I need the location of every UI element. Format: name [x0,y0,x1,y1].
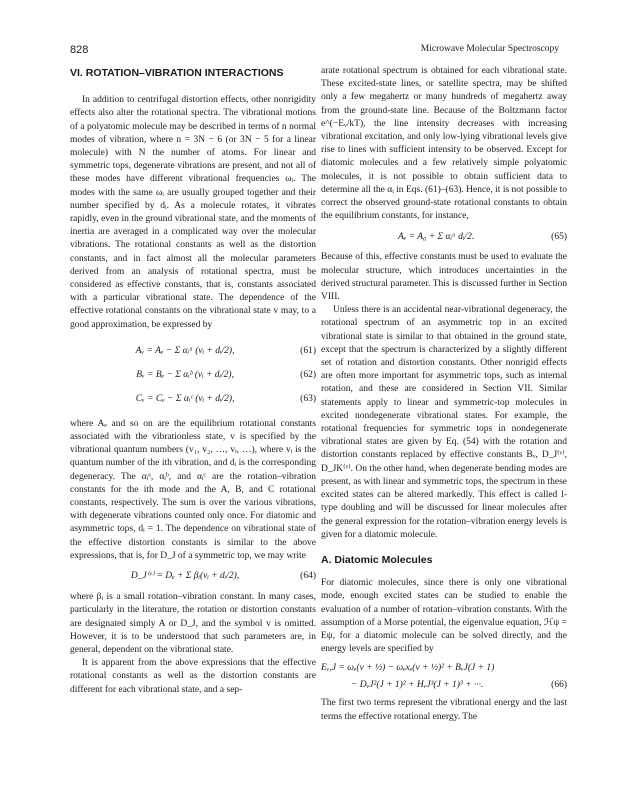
right-column [321,65,567,724]
equation-66-line-1 [321,660,567,676]
equation-body: Aₑ = A₀ + Σ αᵢᵃ dᵢ/2. [397,231,475,242]
equation-64 [70,566,316,588]
paragraph: where βᵢ is a small rotation–vibration constant. In many cases, particularly in the literature, the rotation or distortion constants are designated simply A or D_J, and the symbol v is omitted. However, it is to be understood that such parameters are, in general, dependent on the vibrational state. [70,592,316,655]
paragraph: where Aₑ and so on are the equilibrium rotational constants associated with the vibrationless state, v is specified by the vibrational quantum numbers (v₁, v₂, …, vᵢ, …), where vᵢ is the quantum number of the ith vibration, and dᵢ is the corresponding degeneracy. The αᵢᵃ, αᵢᵇ, and αᵢᶜ are the rotation–vibration constants for the ith mode and the A, B, and C rotational constants, respectively. The sum is over the various vibrations, with degenerate vibrations counted only once. For diatomic and asymmetric tops, dᵢ = 1. The dependence on vibrational state of the effective distortion constants is similar to the above expressions, that is, for D_J of a symmetric top, we may write [70,418,316,561]
running-head: Microwave Molecular Spectroscopy [420,44,559,54]
paragraph: arate rotational spectrum is obtained for each vibrational state. These excited-state lines, or satellite spectra, may be shifted only a few megahertz or many hundreds of megahertz away from the ground-state line. Because of the Boltzmann factor e^(−Eᵥ/kT), the line intensity decreases with increasing vibrational excitation, and only low-lying vibrational levels give rise to lines with sufficient intensity to be observed. Except for diatomic molecules and a few relatively simple polyatomic molecules, it is not possible to obtain sufficient data to determine all the αᵢ in Eqs. (61)–(63). Hence, it is not possible to correct the observed ground-state rotational constants to obtain the equilibrium constants, for instance, [321,66,567,222]
equation-body: Cᵥ = Cₑ − Σ αᵢᶜ (vᵢ + dᵢ/2), [135,394,235,405]
paragraph: Unless there is an accidental near-vibrational degeneracy, the rotational spectrum of an asymmetric top in an excited vibrational state is similar to that obtained in the ground state, except that the spectrum is characterized by a slightly different set of rotation and distortion constants. Other nonrigid effects are often more important for asymmetric tops, such as internal rotation, and these are considered in Section VII. Similar statements apply to linear and symmetric-top molecules in excited nondegenerate vibrational states. For example, the rotational frequencies for symmetric tops in nondegenerate vibrational states are given by Eq. (54) with the rotation and distortion constants replaced by effective constants Bᵥ, D_J⁽ᵛ⁾, D_JK⁽ᵛ⁾. On the other hand, when degenerate bending modes are present, as with linear and symmetric tops, the spectrum in these excited states can be altered markedly. This effect is called l-type doubling and will be discussed for linear molecules after the general expression for the rotation–vibration energy levels is given for a diatomic molecule. [321,305,567,540]
equation-body: − DᵥJ²(J + 1)² + HᵥJ³(J + 1)³ + ···. [351,679,484,690]
left-column [70,65,316,697]
equation-body: D_J⁽ᵛ⁾ = Dₑ + Σ βᵢ(vᵢ + dᵢ/2), [130,571,240,582]
equation-number: (62) [300,370,316,381]
equation-63 [70,388,316,412]
equation-61 [70,340,316,364]
equation-65 [321,226,567,248]
equation-number: (65) [551,231,567,242]
equation-body: Aᵥ = Aₑ − Σ αᵢᵃ (vᵢ + dᵢ/2), [135,346,235,357]
paragraph: The first two terms represent the vibrational energy and the last terms the effective rotational energy. The [321,698,567,722]
equation-number: (63) [300,394,316,405]
equation-body: Bᵥ = Bₑ − Σ αᵢᵇ (vᵢ + dᵢ/2), [136,370,234,381]
equation-66-line-2 [321,676,567,694]
paragraph: It is apparent from the above expressions that the effective rotational constants as well as the distortion constants are different for each vibrational state, and a sep- [70,658,316,695]
equation-body: Eᵥ,J = ωₑ(v + ½) − ωₑxₑ(v + ½)² + BᵥJ(J + 1) [321,662,495,673]
equation-number: (61) [300,346,316,357]
paragraph: For diatomic molecules, since there is only one vibrational mode, enough excited states can be studied to enable the evaluation of a number of rotation–vibration constants. With the assumption of a Morse potential, the eigenvalue equation, ℋψ = Eψ, for a diatomic molecule can be solved directly, and the energy levels are specified by [321,578,567,655]
equation-62 [70,364,316,388]
equation-number: (64) [300,571,316,582]
equation-number: (66) [551,679,567,690]
page-number: 828 [70,44,89,56]
subsection-heading: A. Diatomic Molecules [321,553,433,566]
paragraph: In addition to centrifugal distortion effects, other nonrigidity effects also alter the rotational spectra. The vibrational motions of a polyatomic molecule may be described in terms of n normal modes of vibration, where n = 3N − 6 (or 3N − 5 for a linear molecule) with N the number of atoms. For linear and symmetric tops, degenerate vibrations are present, and not all of these modes have different vibrational frequencies ωᵢ. The modes with the same ωᵢ are usually grouped together and their number specified by dᵢ. As a molecule rotates, it vibrates rapidly, even in the ground vibrational state, and the moments of inertia are averaged in a complicated way over the molecular vibrations. The rotational constants as well as the distortion constants, and in fact almost all the molecular parameters derived from an analysis of rotational spectra, must be considered as effective constants, that is, constants associated with a particular vibrational state. The dependence of the effective rotational constants on the vibrational state v may, to a good approximation, be expressed by [70,95,316,330]
paragraph: Because of this, effective constants must be used to evaluate the molecular structure, which introduces uncertainties in the derived structural parameter. This is discussed further in Section VIII. [321,252,567,303]
section-heading: VI. ROTATION–VIBRATION INTERACTIONS [70,67,284,79]
